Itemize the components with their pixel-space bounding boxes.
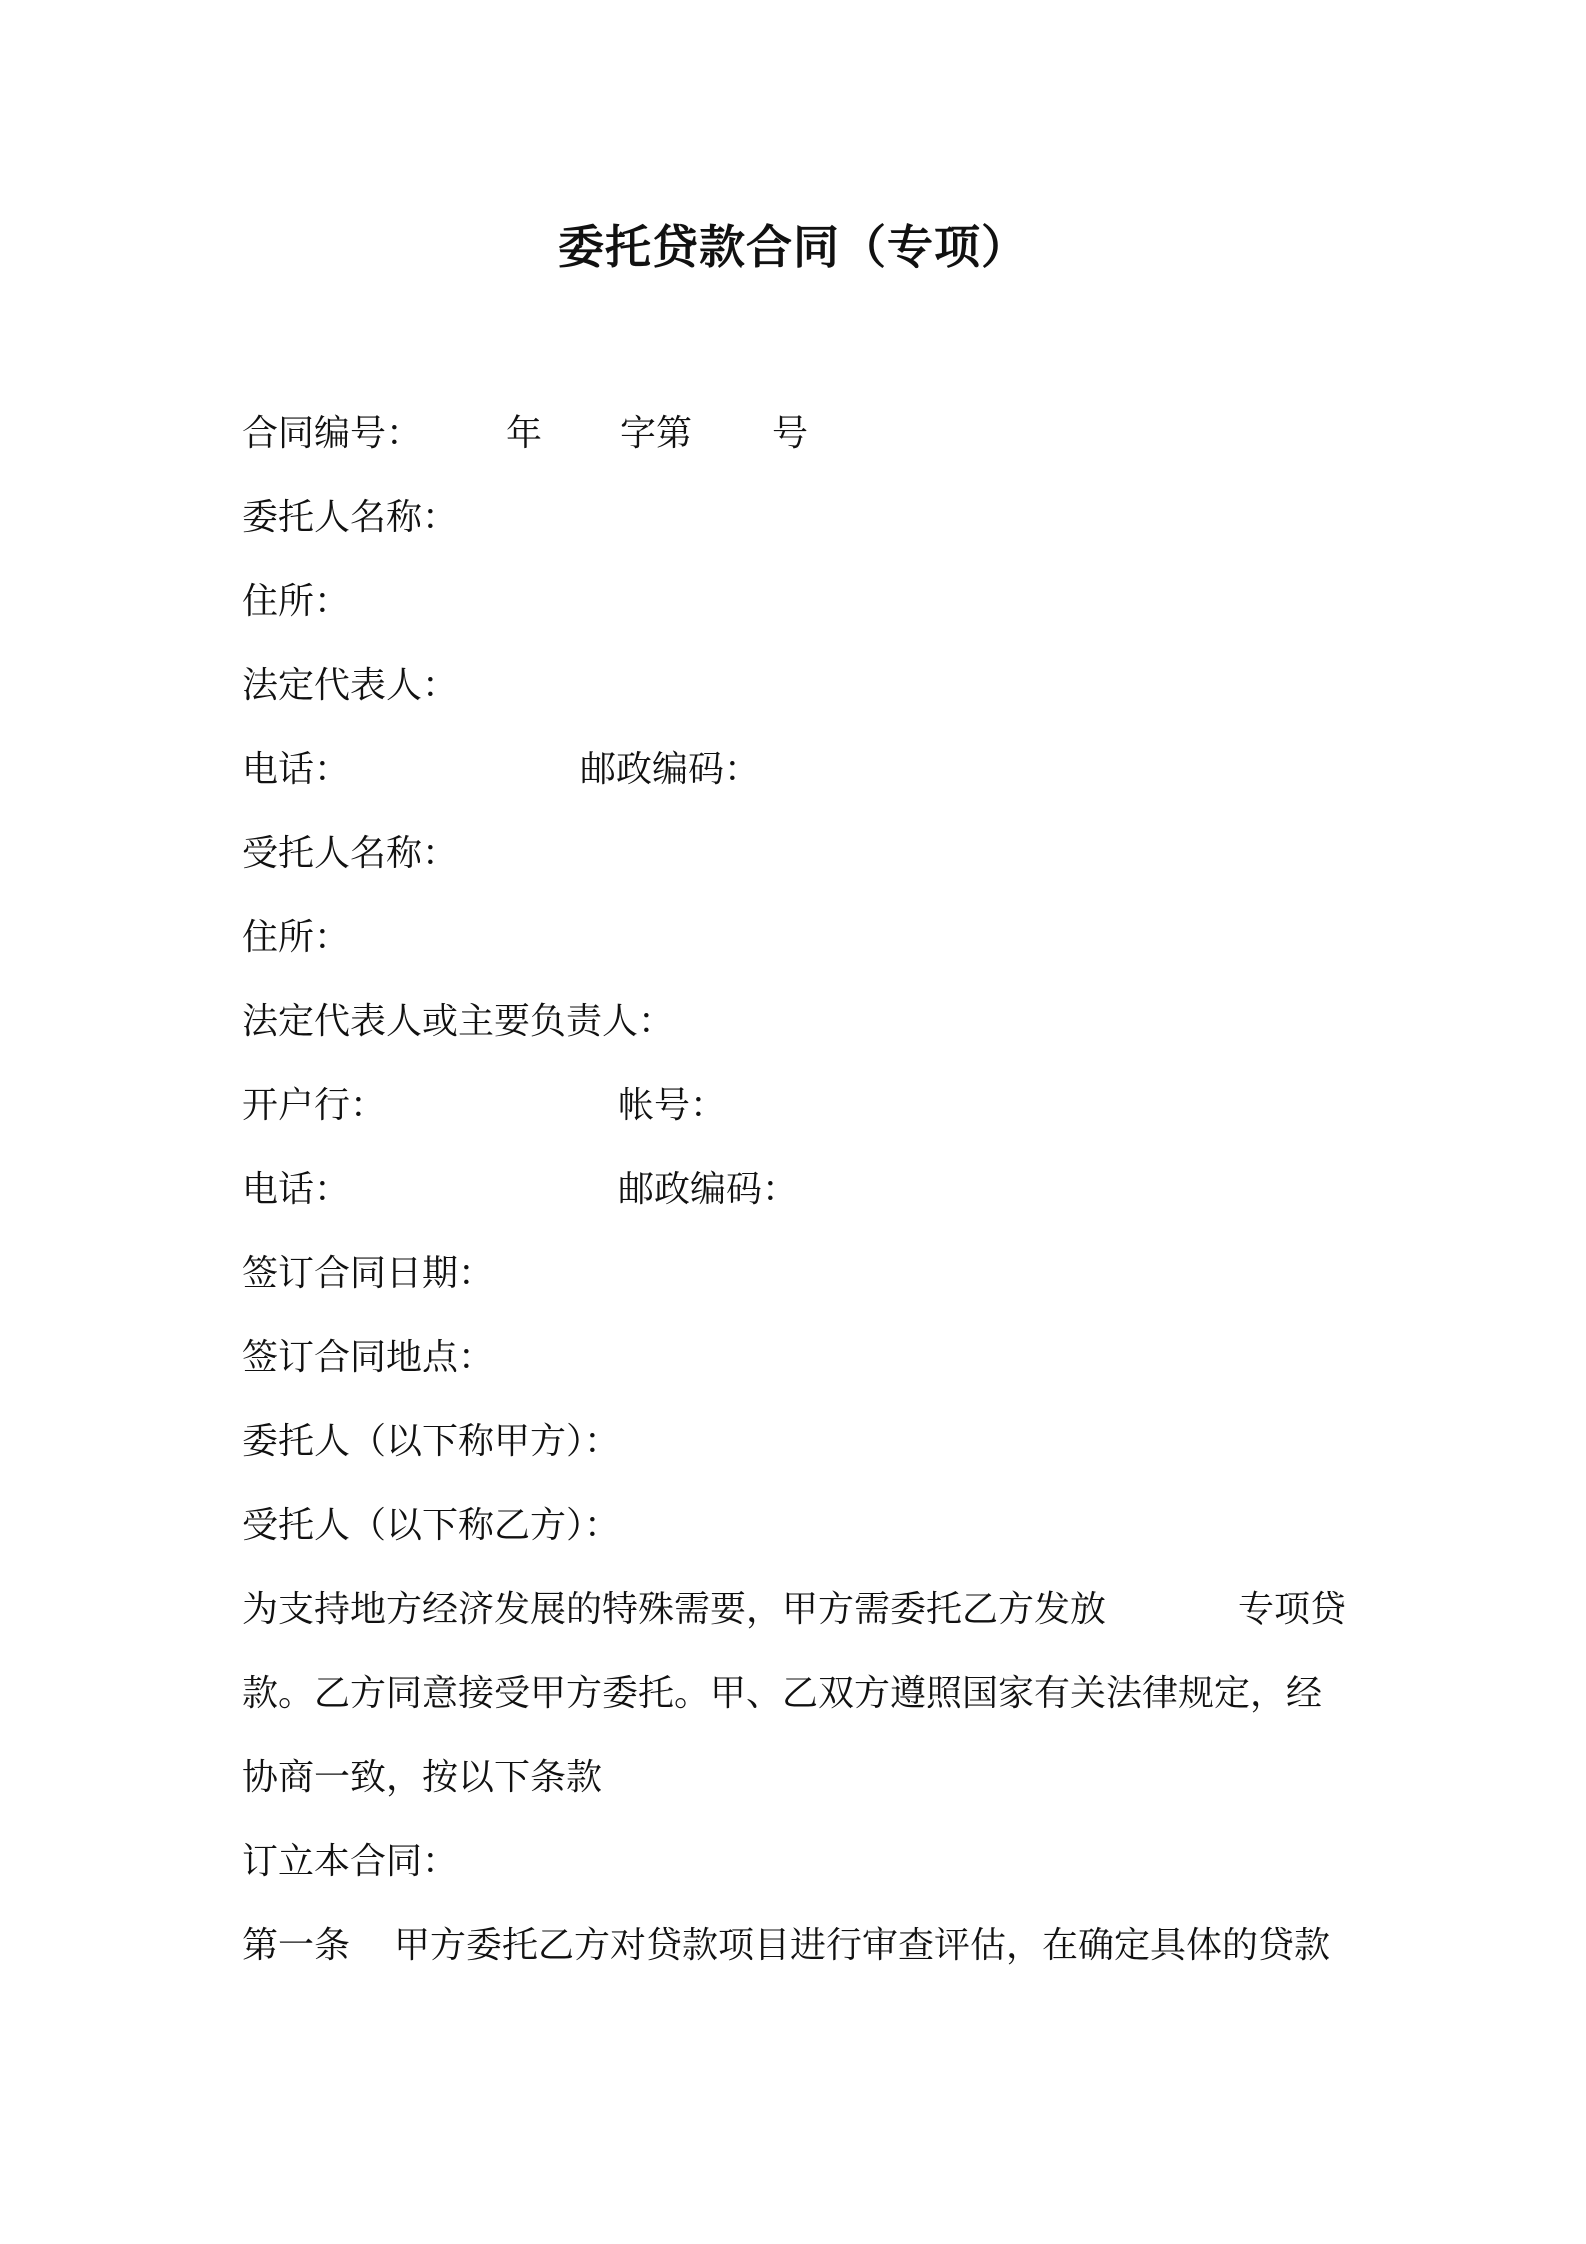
paragraph-1-line-1 <box>242 1584 1352 1636</box>
article-1-text: 甲方委托乙方对贷款项目进行审查评估，在确定具体的贷款 <box>394 1925 1331 1966</box>
client-address-field: 住所： <box>242 581 351 622</box>
sign-place-field: 签订合同地点： <box>242 1337 495 1378</box>
trustee-bank-field: 开户行： <box>242 1085 387 1126</box>
paragraph-1-line-2: 款。乙方同意接受甲方委托。甲、乙双方遵照国家有关法律规定，经 <box>242 1673 1323 1714</box>
trustee-name-field: 受托人名称： <box>242 833 459 874</box>
contract-number-zi-di: 字第 <box>620 413 693 454</box>
paragraph-1-line-3: 协商一致，按以下条款 <box>242 1757 603 1798</box>
party-b-field: 受托人（以下称乙方）： <box>242 1505 621 1546</box>
trustee-postcode-field: 邮政编码： <box>618 1169 799 1210</box>
trustee-bank-line <box>242 1080 727 1132</box>
trustee-contact-line <box>242 1164 799 1216</box>
paragraph-1-line-1-right: 专项贷 <box>1238 1589 1347 1630</box>
client-contact-line <box>242 744 761 796</box>
party-a-field: 委托人（以下称甲方）： <box>242 1421 621 1462</box>
contract-number-line <box>242 408 809 460</box>
client-phone-field: 电话： <box>242 749 351 790</box>
contract-number-label: 合同编号： <box>242 413 423 454</box>
client-legal-rep-field: 法定代表人： <box>242 665 459 706</box>
contract-number-hao: 号 <box>772 413 809 454</box>
trustee-address-field: 住所： <box>242 917 351 958</box>
paragraph-1-line-1-left: 为支持地方经济发展的特殊需要，甲方需委托乙方发放 <box>242 1589 1107 1630</box>
trustee-phone-field: 电话： <box>242 1169 351 1210</box>
trustee-account-field: 帐号： <box>618 1085 727 1126</box>
contract-number-year: 年 <box>506 413 543 454</box>
article-1-label: 第一条 <box>242 1925 351 1966</box>
document-title: 委托贷款合同（专项） <box>558 220 1028 274</box>
sign-date-field: 签订合同日期： <box>242 1253 495 1294</box>
article-1-line-1 <box>242 1920 1352 1972</box>
trustee-rep-field: 法定代表人或主要负责人： <box>242 1001 675 1042</box>
client-name-field: 委托人名称： <box>242 497 459 538</box>
paragraph-2: 订立本合同： <box>242 1841 459 1882</box>
client-postcode-field: 邮政编码： <box>580 749 761 790</box>
